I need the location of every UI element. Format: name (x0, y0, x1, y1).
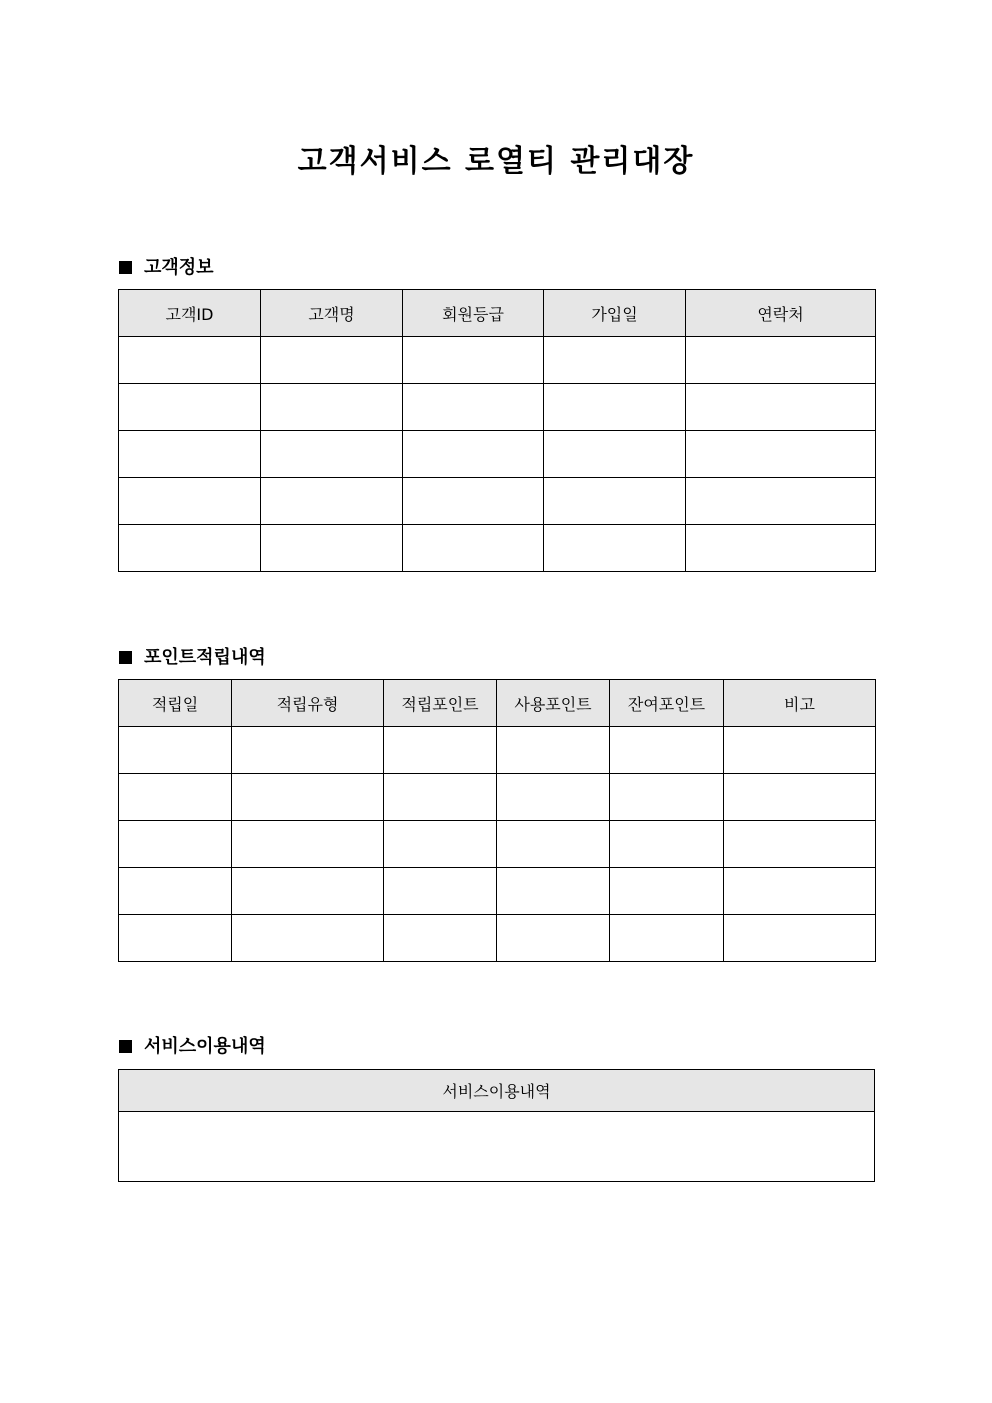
section-heading-label: 포인트적립내역 (144, 647, 266, 668)
column-header: 적립포인트 (384, 680, 497, 727)
table-cell[interactable] (497, 727, 610, 774)
table-cell[interactable] (610, 774, 724, 821)
table-cell[interactable] (544, 525, 686, 572)
table-cell[interactable] (119, 431, 261, 478)
table-cell[interactable] (119, 868, 232, 915)
square-bullet-icon (119, 651, 132, 664)
table-cell[interactable] (544, 384, 686, 431)
table-cell[interactable] (403, 478, 544, 525)
table-cell[interactable] (119, 774, 232, 821)
table-cell[interactable] (261, 337, 403, 384)
section-heading-service-usage (119, 1032, 266, 1058)
column-header: 가입일 (544, 290, 686, 337)
table-row (119, 384, 876, 431)
table-row (119, 774, 876, 821)
service-usage-table (118, 1069, 875, 1182)
table-cell[interactable] (261, 478, 403, 525)
table-cell[interactable] (384, 915, 497, 962)
table-cell[interactable] (497, 774, 610, 821)
table-cell[interactable] (403, 431, 544, 478)
table-cell[interactable] (724, 774, 876, 821)
table-cell[interactable] (610, 868, 724, 915)
table-row (119, 337, 876, 384)
table-cell[interactable] (232, 915, 384, 962)
table-row (119, 478, 876, 525)
points-table (118, 679, 876, 962)
table-cell[interactable] (497, 868, 610, 915)
column-header: 연락처 (686, 290, 876, 337)
table-row (119, 525, 876, 572)
section-heading-label: 고객정보 (144, 257, 214, 278)
square-bullet-icon (119, 261, 132, 274)
table-cell[interactable] (497, 915, 610, 962)
table-cell[interactable] (119, 915, 232, 962)
table-row (119, 727, 876, 774)
section-heading-customer-info (119, 253, 214, 279)
table-cell[interactable] (119, 478, 261, 525)
table-cell[interactable] (724, 821, 876, 868)
table-cell[interactable] (384, 868, 497, 915)
table-row (119, 431, 876, 478)
table-cell[interactable] (384, 727, 497, 774)
square-bullet-icon (119, 1040, 132, 1053)
table-cell[interactable] (686, 478, 876, 525)
table-cell[interactable] (384, 821, 497, 868)
table-cell[interactable] (232, 821, 384, 868)
table-cell[interactable] (610, 915, 724, 962)
table-header-row (119, 290, 876, 337)
table-cell[interactable] (403, 337, 544, 384)
table-cell[interactable] (686, 431, 876, 478)
table-header-row (119, 1070, 875, 1112)
column-header: 적립일 (119, 680, 232, 727)
table-cell[interactable] (610, 821, 724, 868)
table-cell[interactable] (232, 774, 384, 821)
table-cell[interactable] (610, 727, 724, 774)
table-cell[interactable] (119, 525, 261, 572)
table-cell[interactable] (544, 478, 686, 525)
column-header: 회원등급 (403, 290, 544, 337)
table-row (119, 821, 876, 868)
table-cell[interactable] (724, 868, 876, 915)
table-cell[interactable] (119, 821, 232, 868)
table-cell[interactable] (384, 774, 497, 821)
column-header: 적립유형 (232, 680, 384, 727)
section-heading-points (119, 643, 266, 669)
table-cell[interactable] (544, 337, 686, 384)
table-cell[interactable] (119, 384, 261, 431)
table-cell[interactable] (232, 727, 384, 774)
table-cell[interactable] (403, 525, 544, 572)
table-cell[interactable] (119, 1112, 875, 1182)
table-cell[interactable] (686, 525, 876, 572)
column-header: 고객ID (119, 290, 261, 337)
column-header: 비고 (724, 680, 876, 727)
table-cell[interactable] (497, 821, 610, 868)
column-header: 잔여포인트 (610, 680, 724, 727)
table-row (119, 868, 876, 915)
table-cell[interactable] (544, 431, 686, 478)
table-cell[interactable] (724, 915, 876, 962)
table-cell[interactable] (119, 727, 232, 774)
table-cell[interactable] (724, 727, 876, 774)
table-cell[interactable] (119, 337, 261, 384)
table-row (119, 915, 876, 962)
table-row (119, 1112, 875, 1182)
table-cell[interactable] (686, 384, 876, 431)
column-header: 고객명 (261, 290, 403, 337)
table-cell[interactable] (686, 337, 876, 384)
table-cell[interactable] (261, 384, 403, 431)
table-cell[interactable] (261, 431, 403, 478)
document-title: 고객서비스 로열티 관리대장 (297, 144, 695, 179)
table-header-row (119, 680, 876, 727)
customer-info-table (118, 289, 876, 572)
table-cell[interactable] (403, 384, 544, 431)
column-header: 사용포인트 (497, 680, 610, 727)
column-header: 서비스이용내역 (119, 1070, 875, 1112)
section-heading-label: 서비스이용내역 (144, 1036, 266, 1057)
table-cell[interactable] (232, 868, 384, 915)
table-cell[interactable] (261, 525, 403, 572)
